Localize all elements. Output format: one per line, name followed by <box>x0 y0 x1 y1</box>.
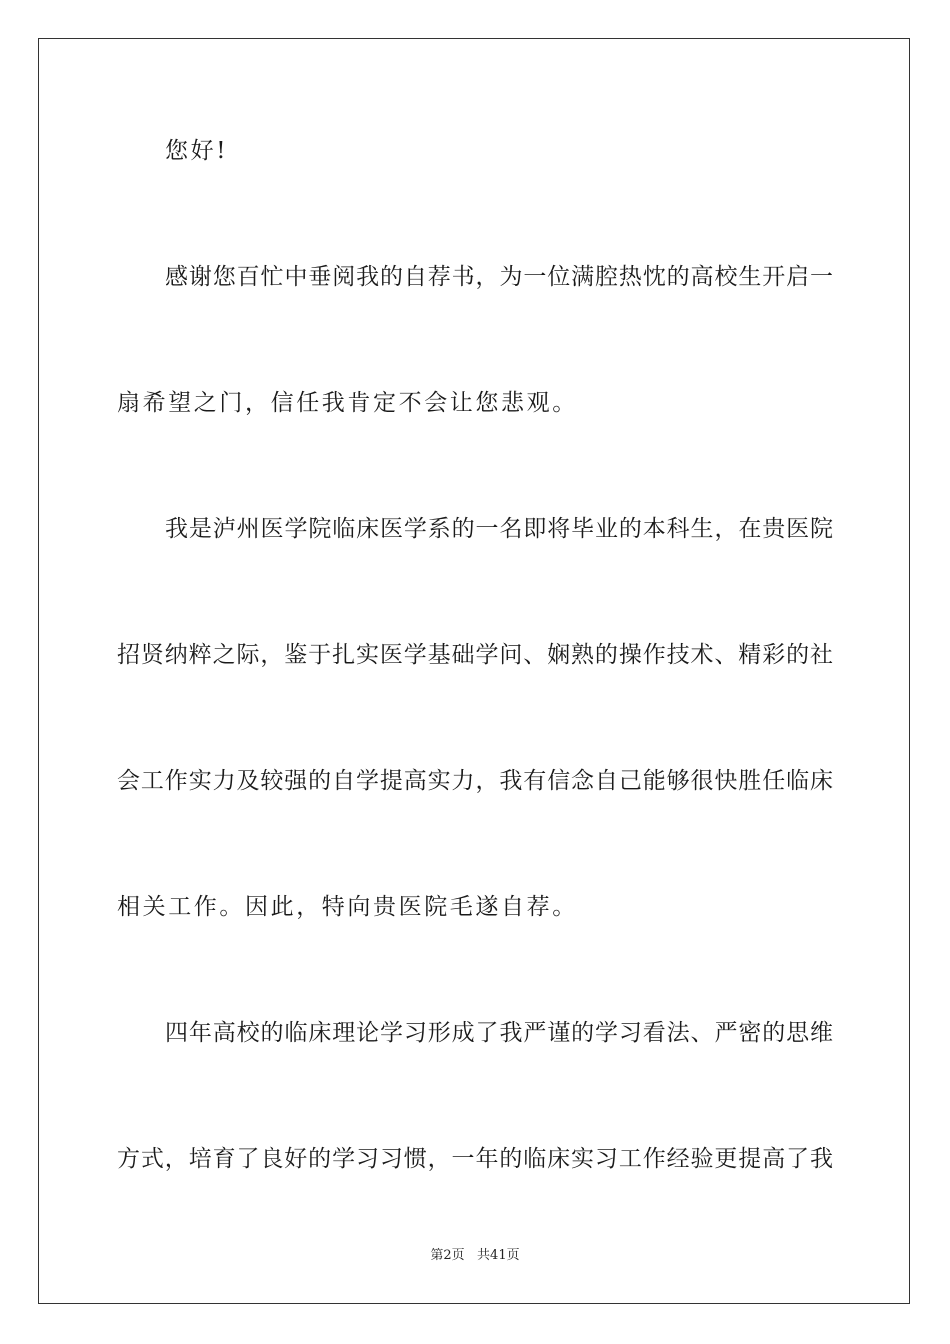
paragraph-2-line-3: 会工作实力及较强的自学提高实力，我有信念自己能够很快胜任临床 <box>117 768 833 794</box>
paragraph-1-line-1: 感谢您百忙中垂阅我的自荐书，为一位满腔热忱的高校生开启一 <box>165 264 833 290</box>
paragraph-3-line-2: 方式，培育了良好的学习习惯，一年的临床实习工作经验更提高了我 <box>117 1146 833 1172</box>
page-border <box>38 38 910 1304</box>
paragraph-2-line-4: 相关工作。因此，特向贵医院毛遂自荐。 <box>117 894 578 920</box>
salutation-line: 您好! <box>165 138 229 164</box>
paragraph-3-line-1: 四年高校的临床理论学习形成了我严谨的学习看法、严密的思维 <box>165 1020 833 1046</box>
page-number-footer: 第2页 共41页 <box>430 1248 520 1263</box>
paragraph-2-line-2: 招贤纳粹之际，鉴于扎实医学基础学问、娴熟的操作技术、精彩的社 <box>117 642 833 668</box>
paragraph-2-line-1: 我是泸州医学院临床医学系的一名即将毕业的本科生，在贵医院 <box>165 516 833 542</box>
paragraph-1-line-2: 扇希望之门，信任我肯定不会让您悲观。 <box>117 390 578 416</box>
